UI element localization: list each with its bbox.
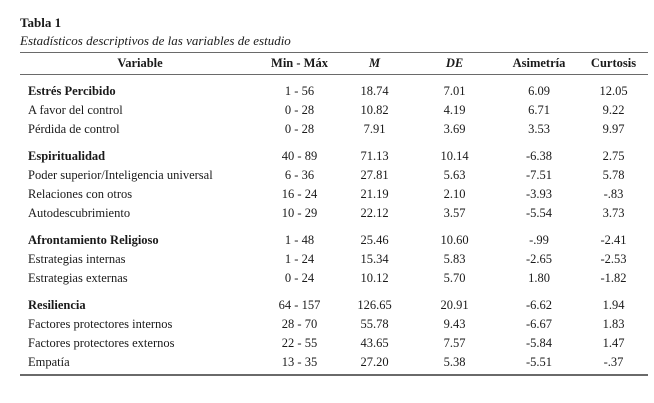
cell-skewness: -2.65 — [525, 252, 553, 266]
header-row — [20, 52, 648, 74]
cell-kurtosis: 1.94 — [602, 298, 625, 312]
cell-mean: 27.81 — [360, 168, 389, 182]
cell-min-max: 40 - 89 — [281, 149, 318, 163]
cell-skewness: -6.38 — [525, 149, 553, 163]
cell-kurtosis: -2.53 — [600, 252, 627, 266]
cell-mean: 25.46 — [360, 233, 389, 247]
cell-sd: 7.01 — [443, 84, 466, 98]
cell-min-max: 0 - 24 — [284, 271, 315, 285]
cell-sd: 9.43 — [443, 317, 466, 331]
cell-sd: 5.83 — [443, 252, 466, 266]
cell-sd: 3.69 — [443, 122, 466, 136]
row-name: Factores protectores externos — [28, 336, 175, 350]
header-mean: M — [368, 55, 381, 70]
cell-kurtosis: -2.41 — [600, 233, 627, 247]
table-row — [20, 101, 648, 120]
cell-skewness: -7.51 — [525, 168, 553, 182]
header-skewness: Asimetría — [512, 55, 566, 70]
cell-min-max: 1 - 48 — [284, 233, 315, 247]
row-name: Estrategias internas — [28, 252, 126, 266]
cell-kurtosis: 2.75 — [602, 149, 625, 163]
cell-min-max: 16 - 24 — [281, 187, 318, 201]
group-row — [20, 296, 648, 315]
cell-skewness: -6.67 — [525, 317, 553, 331]
cell-mean: 71.13 — [360, 149, 389, 163]
cell-kurtosis: 1.83 — [602, 317, 625, 331]
cell-sd: 4.19 — [443, 103, 466, 117]
cell-sd: 10.60 — [440, 233, 469, 247]
cell-mean: 22.12 — [360, 206, 389, 220]
cell-min-max: 0 - 28 — [284, 103, 315, 117]
cell-min-max: 64 - 157 — [278, 298, 321, 312]
cell-sd: 5.70 — [443, 271, 466, 285]
spacer-cell — [20, 139, 648, 147]
table-row — [20, 334, 648, 353]
row-name: Poder superior/Inteligencia universal — [28, 168, 213, 182]
cell-skewness: 6.09 — [528, 84, 550, 98]
table-row — [20, 166, 648, 185]
table-row — [20, 315, 648, 334]
header-variable: Variable — [117, 55, 163, 70]
cell-sd: 7.57 — [443, 336, 466, 350]
header-sd: DE — [445, 55, 464, 70]
table-row — [20, 250, 648, 269]
cell-sd: 5.38 — [443, 355, 466, 369]
cell-mean: 43.65 — [360, 336, 389, 350]
cell-skewness: -5.84 — [525, 336, 553, 350]
table-row — [20, 269, 648, 288]
cell-kurtosis: -.83 — [603, 187, 624, 201]
table-caption: Estadísticos descriptivos de las variables de estudio — [20, 33, 291, 48]
row-name: Empatía — [28, 355, 70, 369]
cell-min-max: 10 - 29 — [281, 206, 318, 220]
cell-min-max: 13 - 35 — [281, 355, 318, 369]
group-spacer — [20, 223, 648, 231]
spacer-cell — [20, 223, 648, 231]
group-row — [20, 147, 648, 166]
cell-skewness: 6.71 — [528, 103, 550, 117]
header-kurtosis: Curtosis — [590, 55, 637, 70]
cell-skewness: 3.53 — [528, 122, 550, 136]
group-row — [20, 82, 648, 101]
group-spacer — [20, 139, 648, 147]
cell-sd: 3.57 — [443, 206, 466, 220]
cell-mean: 27.20 — [360, 355, 389, 369]
cell-kurtosis: 1.47 — [602, 336, 625, 350]
cell-mean: 15.34 — [360, 252, 389, 266]
row-name: Factores protectores internos — [28, 317, 173, 331]
cell-kurtosis: 12.05 — [599, 84, 628, 98]
header-min-max: Min - Máx — [271, 55, 328, 70]
group-name: Espiritualidad — [28, 149, 106, 163]
cell-min-max: 0 - 28 — [284, 122, 315, 136]
row-name: Autodescubrimiento — [28, 206, 131, 220]
cell-skewness: -.99 — [529, 233, 549, 247]
table-number: Tabla 1 — [20, 15, 62, 30]
cell-mean: 10.12 — [360, 271, 389, 285]
cell-sd: 20.91 — [440, 298, 469, 312]
bottom-rule — [20, 374, 648, 376]
cell-sd: 5.63 — [443, 168, 466, 182]
cell-mean: 10.82 — [360, 103, 389, 117]
cell-min-max: 1 - 56 — [284, 84, 315, 98]
cell-mean: 18.74 — [360, 84, 389, 98]
table-row — [20, 185, 648, 204]
group-spacer — [20, 288, 648, 296]
table-body — [20, 74, 648, 372]
cell-kurtosis: -.37 — [603, 355, 624, 369]
group-name: Estrés Percibido — [28, 84, 116, 98]
group-name: Afrontamiento Religioso — [28, 233, 159, 247]
cell-min-max: 1 - 24 — [284, 252, 315, 266]
row-name: Estrategias externas — [28, 271, 128, 285]
cell-min-max: 28 - 70 — [281, 317, 318, 331]
cell-kurtosis: 3.73 — [602, 206, 625, 220]
group-row — [20, 231, 648, 250]
table-row — [20, 204, 648, 223]
cell-min-max: 6 - 36 — [284, 168, 315, 182]
table-row — [20, 353, 648, 372]
cell-skewness: -5.51 — [525, 355, 553, 369]
top-spacer — [20, 74, 648, 82]
cell-mean: 55.78 — [360, 317, 389, 331]
row-name: A favor del control — [28, 103, 123, 117]
row-name: Pérdida de control — [28, 122, 120, 136]
cell-mean: 7.91 — [363, 122, 386, 136]
cell-sd: 2.10 — [443, 187, 466, 201]
table-row — [20, 120, 648, 139]
cell-kurtosis: 9.97 — [602, 122, 625, 136]
cell-mean: 126.65 — [357, 298, 392, 312]
cell-skewness: -3.93 — [525, 187, 553, 201]
cell-kurtosis: 5.78 — [602, 168, 625, 182]
spacer-cell — [20, 288, 648, 296]
cell-mean: 21.19 — [360, 187, 389, 201]
cell-skewness: -5.54 — [525, 206, 553, 220]
cell-min-max: 22 - 55 — [281, 336, 318, 350]
cell-kurtosis: 9.22 — [602, 103, 625, 117]
cell-kurtosis: -1.82 — [600, 271, 627, 285]
cell-skewness: -6.62 — [525, 298, 553, 312]
row-name: Relaciones con otros — [28, 187, 133, 201]
cell-sd: 10.14 — [440, 149, 469, 163]
descriptive-stats-table — [20, 52, 648, 372]
cell-skewness: 1.80 — [528, 271, 550, 285]
spacer-cell — [20, 74, 648, 82]
group-name: Resiliencia — [28, 298, 86, 312]
